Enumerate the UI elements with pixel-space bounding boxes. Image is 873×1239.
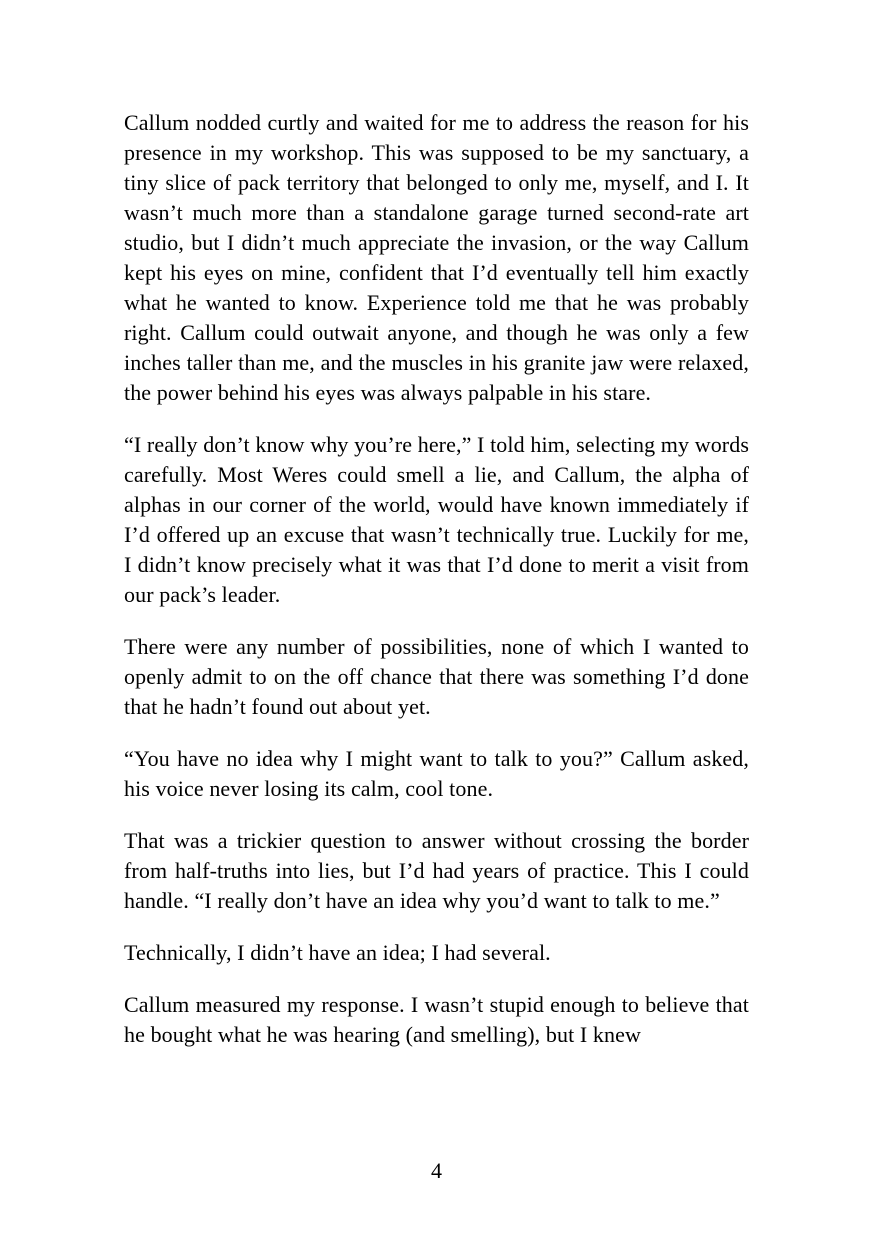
page-number: 4 <box>431 1158 442 1183</box>
paragraph: “You have no idea why I might want to talk to you?” Callum asked, his voice never losing its calm, cool tone. <box>124 746 749 801</box>
paragraph: Technically, I didn’t have an idea; I had several. <box>124 940 551 965</box>
body-text <box>124 108 749 1072</box>
paragraph: Callum nodded curtly and waited for me to address the reason for his presence in my workshop. This was supposed to be my sanctuary, a tiny slice of pack territory that belonged to only me, myself, and I. It wasn’t much more than a standalone garage turned second-rate art studio, but I didn’t much appreciate the invasion, or the way Callum kept his eyes on mine, confident that I’d eventually tell him exactly what he wanted to know. Experience told me that he was probably right. Callum could outwait anyone, and though he was only a few inches taller than me, and the muscles in his granite jaw were relaxed, the power behind his eyes was always palpable in his stare. <box>124 110 749 405</box>
paragraph: Callum measured my response. I wasn’t stupid enough to believe that he bought what he was hearing (and smelling), but I knew <box>124 992 749 1047</box>
paragraph: That was a trickier question to answer without crossing the border from half-truths into lies, but I’d had years of practice. This I could handle. “I really don’t have an idea why you’d want to talk to me.” <box>124 828 749 913</box>
paragraph: “I really don’t know why you’re here,” I told him, selecting my words carefully. Most Weres could smell a lie, and Callum, the alpha of alphas in our corner of the world, would have known immediately if I’d offered up an excuse that wasn’t technically true. Luckily for me, I didn’t know precisely what it was that I’d done to merit a visit from our pack’s leader. <box>124 432 749 607</box>
paragraph: There were any number of possibilities, none of which I wanted to openly admit to on the off chance that there was something I’d done that he hadn’t found out about yet. <box>124 634 749 719</box>
